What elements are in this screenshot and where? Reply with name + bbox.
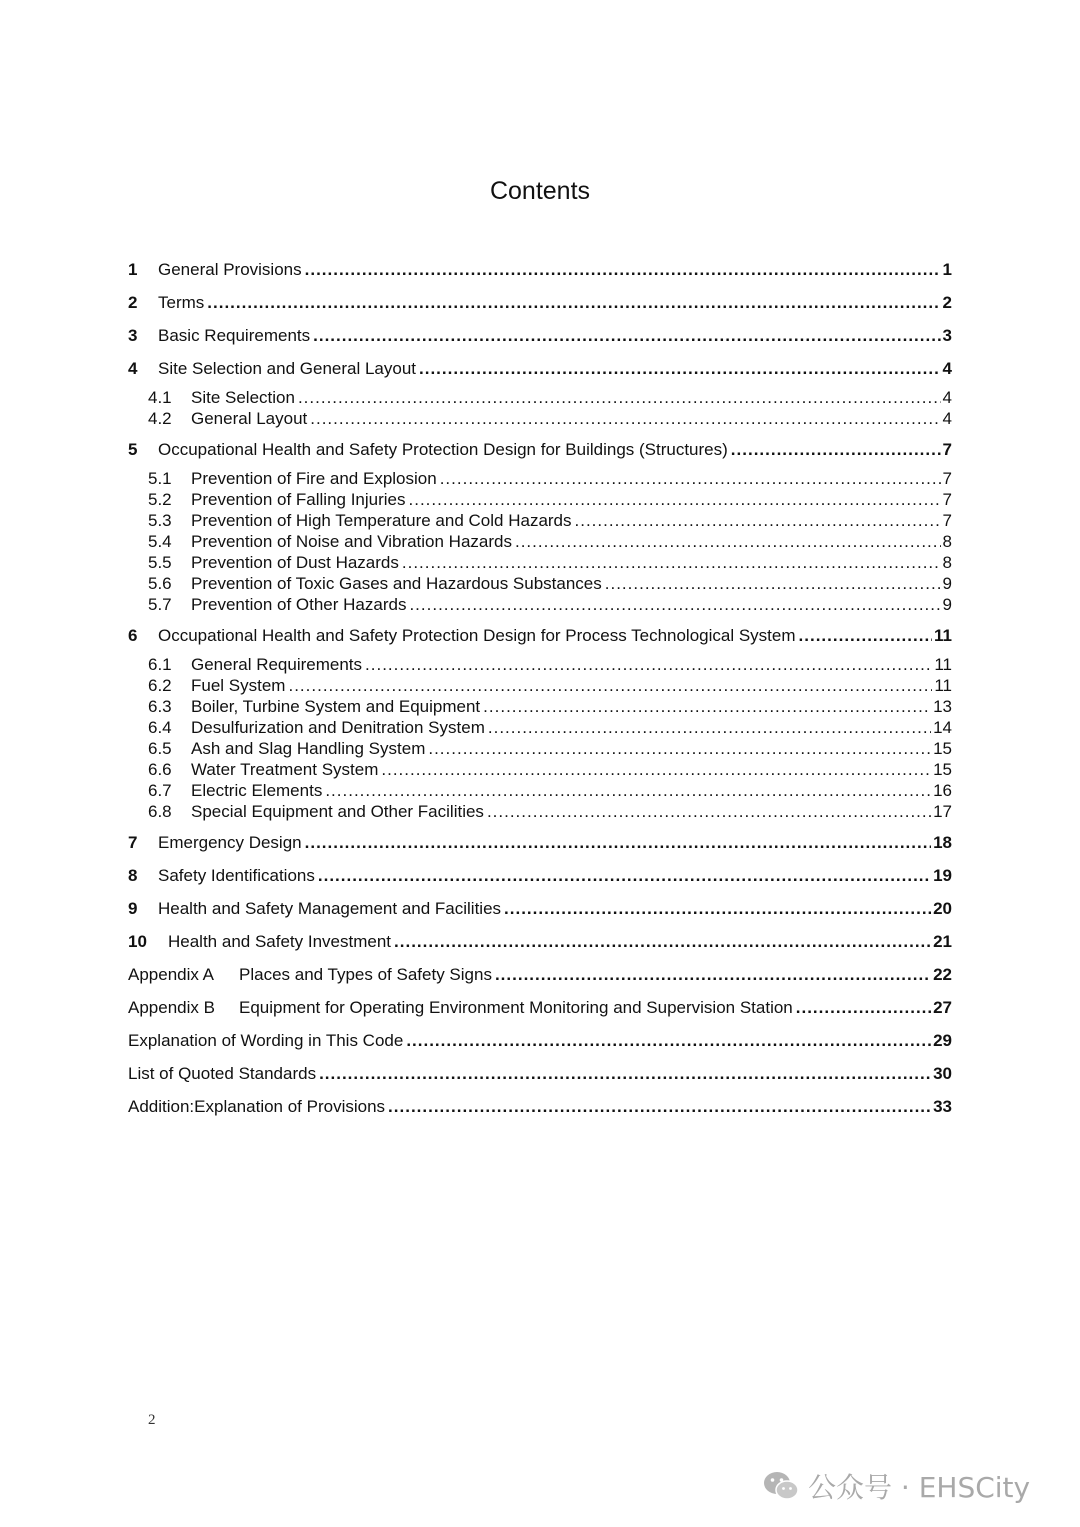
dot-leader	[605, 573, 941, 594]
toc-entry-number: 6.7	[148, 781, 172, 800]
dot-leader	[488, 717, 931, 738]
toc-entry-label: Occupational Health and Safety Protection Design for Process Technological System	[158, 626, 796, 645]
toc-entry-number: 9	[128, 899, 138, 918]
toc-entry-number: 5.7	[148, 595, 172, 614]
dot-leader	[381, 759, 931, 780]
toc-entry-page: 27	[933, 998, 952, 1017]
toc-entry-page: 8	[942, 553, 952, 572]
dot-leader	[428, 738, 931, 759]
dot-leader	[394, 930, 931, 954]
toc-entry-label: Explanation of Wording in This Code	[128, 1031, 404, 1050]
toc-entry	[128, 864, 952, 897]
toc-entry-page: 4	[942, 388, 952, 407]
toc-entry-page: 13	[933, 697, 952, 716]
toc-entry-label: Prevention of Dust Hazards	[191, 553, 399, 572]
dot-leader	[318, 864, 931, 888]
toc-entry-page: 11	[934, 676, 952, 695]
toc-entry-number: 10	[128, 932, 147, 951]
toc-entry-number: Appendix A	[128, 965, 215, 984]
wechat-icon	[762, 1469, 800, 1503]
toc-entry-page: 7	[942, 440, 952, 459]
toc-entry-page: 9	[942, 574, 952, 593]
toc-subentry	[128, 696, 952, 717]
toc-entry-page: 21	[933, 932, 952, 951]
toc-entry-number: 4	[128, 359, 138, 378]
toc-entry-label: Health and Safety Investment	[168, 932, 392, 951]
toc-subentry	[128, 654, 952, 675]
toc-entry-number: 6.3	[148, 697, 172, 716]
toc-subentry	[128, 759, 952, 780]
toc-entry	[128, 624, 952, 657]
dot-leader	[325, 780, 931, 801]
watermark-text: 公众号 · EHSCity	[808, 1471, 1031, 1504]
toc-subentry	[128, 738, 952, 759]
toc-subentry	[128, 717, 952, 738]
toc-entry	[128, 831, 952, 864]
toc-entry-label: General Provisions	[158, 260, 302, 279]
toc-entry-page: 3	[942, 326, 952, 345]
watermark	[762, 1466, 1030, 1506]
toc-subentry	[128, 531, 952, 552]
toc-entry-number: 6.5	[148, 739, 172, 758]
toc-appendix-entry	[128, 1029, 952, 1062]
dot-leader	[313, 324, 940, 348]
toc-entry-page: 7	[942, 469, 952, 488]
toc-entry-page: 4	[942, 409, 952, 428]
toc-entry-page: 33	[933, 1097, 952, 1116]
toc-entry-number: 4.1	[148, 388, 172, 407]
toc-entry-number: 1	[128, 260, 138, 279]
toc-entry-page: 18	[933, 833, 952, 852]
toc-entry-label: Health and Safety Management and Facilities	[158, 899, 502, 918]
toc-entry-page: 11	[934, 626, 952, 645]
toc-entry-label: Equipment for Operating Environment Monitoring and Supervision Station	[239, 998, 793, 1017]
toc-entry-number: 5.4	[148, 532, 172, 551]
dot-leader	[515, 531, 941, 552]
toc-entry-label: Site Selection and General Layout	[158, 359, 417, 378]
toc-appendix-entry	[128, 1062, 952, 1095]
toc-entry-page: 8	[942, 532, 952, 551]
dot-leader	[365, 654, 932, 675]
toc-entry-page: 4	[942, 359, 952, 378]
toc-subentry	[128, 780, 952, 801]
toc-entry-label: General Layout	[191, 409, 308, 428]
toc-entry-label: Water Treatment System	[191, 760, 379, 779]
toc-entry	[128, 291, 952, 324]
toc-entry	[128, 357, 952, 390]
dot-leader	[799, 624, 932, 648]
toc-entry-number: 5.3	[148, 511, 172, 530]
toc-subentry	[128, 468, 952, 489]
toc-entry-page: 30	[933, 1064, 952, 1083]
toc-entry-page: 29	[933, 1031, 952, 1050]
dot-leader	[487, 801, 931, 822]
toc-entry	[128, 258, 952, 291]
toc-entry-label: Prevention of Other Hazards	[191, 595, 407, 614]
toc-entry-page: 14	[933, 718, 952, 737]
toc-subentry	[128, 387, 952, 408]
toc-entry-label: Prevention of Noise and Vibration Hazards	[191, 532, 512, 551]
toc-entry-label: Special Equipment and Other Facilities	[191, 802, 484, 821]
toc-entry-page: 7	[942, 490, 952, 509]
toc-entry-number: 5	[128, 440, 138, 459]
toc-entry-page: 22	[933, 965, 952, 984]
toc-entry-number: 5.1	[148, 469, 172, 488]
toc-entry-label: Basic Requirements	[158, 326, 311, 345]
toc-entry-page: 15	[933, 760, 952, 779]
toc-entry-label: Fuel System	[191, 676, 286, 695]
toc-entry-label: Prevention of Toxic Gases and Hazardous Substances	[191, 574, 602, 593]
toc-entry-label: Addition:Explanation of Provisions	[128, 1097, 386, 1116]
toc-entry-number: 7	[128, 833, 138, 852]
toc-entry-number: 6.8	[148, 802, 172, 821]
dot-leader	[298, 387, 941, 408]
toc-subentry	[128, 408, 952, 429]
dot-leader	[406, 1029, 931, 1053]
toc-entry-label: Site Selection	[191, 388, 295, 407]
dot-leader	[575, 510, 941, 531]
toc-entry-page: 15	[933, 739, 952, 758]
toc-entry-label: Electric Elements	[191, 781, 323, 800]
toc-appendix-entry	[128, 1095, 952, 1128]
dot-leader	[419, 357, 941, 381]
dot-leader	[207, 291, 940, 315]
toc-entry-page: 11	[934, 655, 952, 674]
dot-leader	[319, 1062, 931, 1086]
toc-entry-number: 3	[128, 326, 138, 345]
dot-leader	[796, 996, 931, 1020]
toc-subentry	[128, 675, 952, 696]
dot-leader	[483, 696, 931, 717]
toc-entry	[128, 438, 952, 471]
toc-entry-page: 9	[942, 595, 952, 614]
toc-subentry	[128, 552, 952, 573]
page-title: Contents	[489, 177, 591, 205]
dot-leader	[305, 831, 931, 855]
toc-entry-number: 6	[128, 626, 138, 645]
toc-subentry	[128, 801, 952, 822]
toc-subentry	[128, 573, 952, 594]
toc-entry-label: Desulfurization and Denitration System	[191, 718, 485, 737]
toc-entry-number: 5.2	[148, 490, 172, 509]
dot-leader	[310, 408, 940, 429]
toc-subentry	[128, 594, 952, 615]
toc-entry-label: Places and Types of Safety Signs	[239, 965, 492, 984]
toc-entry-page: 1	[942, 260, 952, 279]
toc-entry-page: 19	[933, 866, 952, 885]
dot-leader	[388, 1095, 931, 1119]
dot-leader	[288, 675, 932, 696]
toc-entry-number: 4.2	[148, 409, 172, 428]
toc-entry-label: General Requirements	[191, 655, 363, 674]
toc-entry-number: 6.6	[148, 760, 172, 779]
toc-entry	[128, 897, 952, 930]
toc-entry-label: Prevention of Falling Injuries	[191, 490, 406, 509]
toc-entry-number: 5.6	[148, 574, 172, 593]
toc-entry-number: 6.2	[148, 676, 172, 695]
toc-entry	[128, 324, 952, 357]
dot-leader	[731, 438, 941, 462]
dot-leader	[504, 897, 931, 921]
toc-appendix-entry	[128, 996, 952, 1029]
toc-entry-label: Prevention of Fire and Explosion	[191, 469, 437, 488]
toc-entry-page: 20	[933, 899, 952, 918]
table-of-contents	[128, 258, 952, 1128]
dot-leader	[440, 468, 941, 489]
toc-subentry	[128, 489, 952, 510]
toc-entry-page: 2	[942, 293, 952, 312]
dot-leader	[495, 963, 931, 987]
toc-entry-label: Ash and Slag Handling System	[191, 739, 426, 758]
toc-entry-number: 2	[128, 293, 138, 312]
toc-entry-label: Emergency Design	[158, 833, 302, 852]
toc-entry-number: 8	[128, 866, 138, 885]
toc-entry-number: Appendix B	[128, 998, 215, 1017]
toc-entry-label: Prevention of High Temperature and Cold Hazards	[191, 511, 572, 530]
toc-entry-page: 16	[933, 781, 952, 800]
toc-entry	[128, 930, 952, 963]
toc-entry-number: 5.5	[148, 553, 172, 572]
page-number: 2	[148, 1412, 156, 1428]
dot-leader	[402, 552, 941, 573]
toc-entry-page: 17	[933, 802, 952, 821]
toc-entry-number: 6.4	[148, 718, 172, 737]
toc-entry-page: 7	[942, 511, 952, 530]
toc-appendix-entry	[128, 963, 952, 996]
toc-entry-label: Safety Identifications	[158, 866, 315, 885]
dot-leader	[409, 489, 941, 510]
dot-leader	[409, 594, 940, 615]
toc-entry-label: Occupational Health and Safety Protection Design for Buildings (Structures)	[158, 440, 728, 459]
toc-entry-label: Boiler, Turbine System and Equipment	[191, 697, 481, 716]
toc-subentry	[128, 510, 952, 531]
toc-entry-label: Terms	[158, 293, 205, 312]
toc-entry-number: 6.1	[148, 655, 172, 674]
dot-leader	[305, 258, 941, 282]
toc-entry-label: List of Quoted Standards	[128, 1064, 317, 1083]
